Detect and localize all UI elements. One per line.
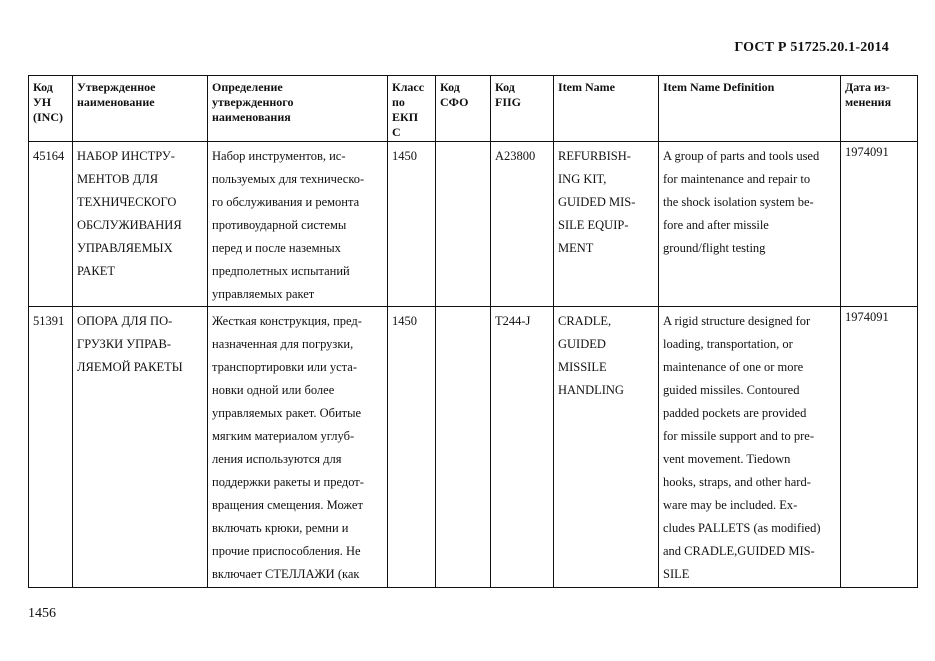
cell-item-name: CRADLE, GUIDED MISSILE HANDLING (554, 307, 659, 588)
cell-item-definition: A rigid structure designed for loading, transportation, or maintenance of one or more guided missiles. Contoured padded pockets are provided for missile support and to pre- vent movement. Tiedown hooks, straps, and other hard- ware may be included. Ex- cludes PALLETS (as modified) and CRADLE,GUIDED MIS- SILE (659, 307, 841, 588)
cell-inc: 51391 (29, 307, 73, 588)
header-class: Класс по ЕКП С (388, 76, 436, 142)
header-date: Дата из- менения (841, 76, 918, 142)
header-inc: Код УН (INC) (29, 76, 73, 142)
cell-date: 1974091 (841, 142, 918, 307)
cell-item-name: REFURBISH- ING KIT, GUIDED MIS- SILE EQUIP- MENT (554, 142, 659, 307)
inc-registry-table (28, 75, 918, 588)
table-header-row (29, 76, 918, 142)
cell-class: 1450 (388, 307, 436, 588)
header-item-definition: Item Name Definition (659, 76, 841, 142)
header-approved-name: Утвержденное наименование (73, 76, 208, 142)
table-row (29, 142, 918, 307)
page-number: 1456 (28, 606, 56, 621)
cell-sfo (436, 142, 491, 307)
cell-definition: Набор инструментов, ис- пользуемых для техническо- го обслуживания и ремонта противоударной системы перед и после наземных предполетных испытаний управляемых ракет (208, 142, 388, 307)
cell-approved-name: НАБОР ИНСТРУ- МЕНТОВ ДЛЯ ТЕХНИЧЕСКОГО ОБСЛУЖИВАНИЯ УПРАВЛЯЕМЫХ РАКЕТ (73, 142, 208, 307)
document-code: ГОСТ Р 51725.20.1-2014 (734, 40, 889, 55)
cell-class: 1450 (388, 142, 436, 307)
header-item-name: Item Name (554, 76, 659, 142)
cell-date: 1974091 (841, 307, 918, 588)
header-definition: Определение утвержденного наименования (208, 76, 388, 142)
cell-approved-name: ОПОРА ДЛЯ ПО- ГРУЗКИ УПРАВ- ЛЯЕМОЙ РАКЕТЫ (73, 307, 208, 588)
cell-definition: Жесткая конструкция, пред- назначенная для погрузки, транспортировки или уста- новки одной или более управляемых ракет. Обитые мягким материалом углуб- ления используются для поддержки ракеты и предот- вращения смещения. Может включать крюки, ремни и прочие приспособления. Не включает СТЕЛЛАЖИ (как (208, 307, 388, 588)
cell-sfo (436, 307, 491, 588)
header-fiig: Код FIIG (491, 76, 554, 142)
table-row (29, 307, 918, 588)
cell-fiig: A23800 (491, 142, 554, 307)
cell-item-definition: A group of parts and tools used for maintenance and repair to the shock isolation system be- fore and after missile ground/flight testing (659, 142, 841, 307)
header-sfo: Код СФО (436, 76, 491, 142)
cell-fiig: T244-J (491, 307, 554, 588)
cell-inc: 45164 (29, 142, 73, 307)
